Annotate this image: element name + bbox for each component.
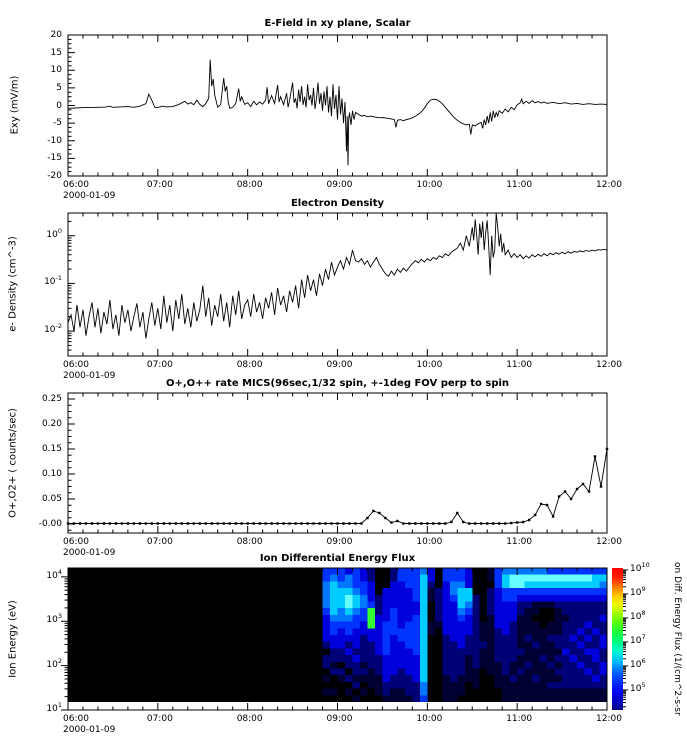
data-trace — [68, 60, 607, 166]
colorbar-tick-label: $10^9$ — [630, 585, 646, 598]
x-tick-label: 11:00 — [506, 180, 533, 190]
x-tick-label: 07:00 — [146, 714, 173, 724]
x-tick-label: 08:00 — [236, 180, 263, 190]
panel4-y-axis-label: Ion Energy (eV) — [7, 600, 19, 678]
x-tick-label: 07:00 — [146, 180, 173, 190]
y-tick-label: 15 — [50, 47, 62, 58]
y-tick-label: $10^{-1}$ — [44, 274, 62, 288]
x-tick-label: 06:00 — [63, 180, 89, 190]
x-tick-label: 06:00 — [63, 360, 89, 370]
panel3-title: O+,O++ rate MICS(96sec,1/32 spin, +-1deg FOV perp to spin — [165, 378, 510, 389]
y-tick-label: $10^4$ — [46, 567, 62, 581]
x-tick-label: 09:00 — [326, 180, 353, 190]
y-tick-label: -0.00 — [38, 519, 62, 529]
x-tick-label: 09:00 — [326, 714, 353, 724]
x-tick-label: 09:00 — [326, 537, 353, 547]
x-tick-label: 07:00 — [146, 360, 173, 370]
y-tick-label: $10^1$ — [46, 701, 62, 714]
colorbar-tick-label: $10^6$ — [630, 657, 646, 670]
x-tick-label: 09:00 — [326, 360, 353, 370]
y-tick-label: 10 — [50, 65, 62, 76]
y-tick-label: -15 — [47, 153, 62, 164]
data-trace — [68, 213, 607, 339]
y-tick-label: $10^{-2}$ — [44, 322, 62, 336]
x-tick-label: 08:00 — [236, 360, 263, 370]
y-tick-label: 0.20 — [41, 419, 62, 429]
data-trace — [68, 449, 607, 524]
colorbar-tick-label: $10^7$ — [630, 633, 646, 646]
y-tick-label: -20 — [47, 171, 62, 181]
y-tick-label: $10^0$ — [46, 226, 62, 240]
y-tick-label: 5 — [56, 82, 62, 93]
x-tick-label: 07:00 — [146, 537, 173, 547]
y-tick-label: 0.10 — [41, 469, 62, 479]
x-tick-label: 11:00 — [506, 714, 533, 724]
x-tick-label: 06:00 — [63, 714, 89, 724]
x-tick-label: 10:00 — [416, 360, 443, 370]
date-label: 2000-01-09 — [63, 371, 116, 381]
y-tick-label: -5 — [53, 118, 62, 129]
y-tick-label: 0.25 — [41, 394, 62, 404]
panel1-title: E-Field in xy plane, Scalar — [264, 18, 411, 29]
x-tick-label: 12:00 — [596, 714, 622, 724]
colorbar-tick-label: $10^8$ — [630, 609, 646, 622]
panel2-title: Electron Density — [290, 198, 385, 209]
panel2-y-axis-label: e- Density (cm^-3) — [7, 236, 19, 332]
y-tick-label: 0.15 — [41, 444, 62, 454]
y-tick-label: $10^3$ — [46, 612, 62, 626]
x-tick-label: 11:00 — [506, 360, 533, 370]
colorbar-tick-label: $10^5$ — [630, 681, 646, 694]
y-tick-label: -10 — [47, 135, 62, 146]
panel3-y-axis-label: O+,O2+ ( counts/sec) — [7, 408, 19, 518]
x-tick-label: 10:00 — [416, 537, 443, 547]
x-tick-label: 08:00 — [236, 537, 263, 547]
date-label: 2000-01-09 — [63, 548, 116, 558]
date-label: 2000-01-09 — [63, 191, 116, 201]
y-tick-label: 0 — [56, 100, 62, 111]
x-tick-label: 12:00 — [596, 537, 622, 547]
panel1-y-axis-label: Exy (mV/m) — [9, 75, 21, 135]
x-tick-label: 10:00 — [416, 714, 443, 724]
date-label: 2000-01-09 — [63, 725, 116, 735]
panel4-title: Ion Differential Energy Flux — [259, 553, 416, 564]
x-tick-label: 06:00 — [63, 537, 89, 547]
colorbar-tick-label: $10^{10}$ — [630, 561, 650, 574]
colorbar-axis-label: on Diff. Energy Flux (1/(cm^2-s-sr — [672, 562, 682, 716]
x-tick-label: 11:00 — [506, 537, 533, 547]
x-tick-label: 10:00 — [416, 180, 443, 190]
x-tick-label: 08:00 — [236, 714, 263, 724]
y-tick-label: $10^2$ — [46, 656, 62, 670]
x-tick-label: 12:00 — [596, 180, 622, 190]
y-tick-label: 20 — [50, 30, 62, 40]
y-tick-label: 0.05 — [41, 494, 62, 504]
x-tick-label: 12:00 — [596, 360, 622, 370]
